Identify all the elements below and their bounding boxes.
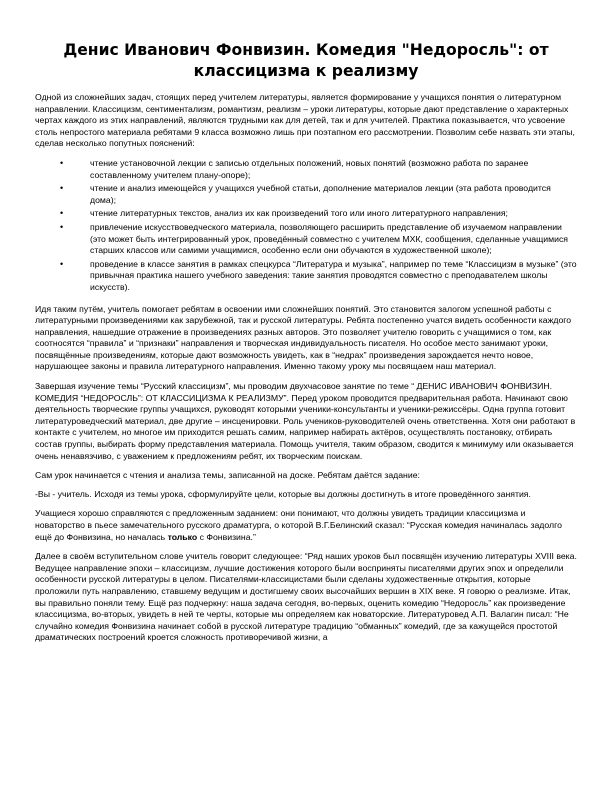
intro-paragraph: Одной из сложнейших задач, стоящих перед учителем литературы, является формирование у учащихся понятия о литературном направлении. Классицизм, сентиментализм, романтизм, реализм – уроки литературы, которые дают представление о характерных чертах каждого из этих направлений, являются трудными как для детей, так и для учителей. Практика показывается, что усвоение столь непростого материала ребятами 9 класса возможно лишь при поэтапном его рассмотрении. Позволим себе назвать эти этапы, сделав несколько попутных пояснений: <box>35 92 575 149</box>
list-item: • привлечение искусствоведческого материала, позволяющего расширить представление об изучаемом направлении (это может быть интегрированный урок, проведённый совместно с учителем МХК, сообщения, сделанные учащимися старших классов или самими учащимися, особенно если они обучаются в художественной школе); <box>80 222 577 257</box>
list-item: • чтение и анализ имеющейся у учащихся учебной статьи, дополнение материалов лекции (эта работа проводится дома); <box>80 183 577 206</box>
quote-emphasis: только <box>167 531 198 542</box>
paragraph-belinsky-quote <box>35 508 577 543</box>
quote-text-start: Учащиеся хорошо справляются с предложенным заданием: они понимают, что должны увидеть традиции классицизма и новаторство в пьесе замечательного русского драматурга, о которой В.Г.Белинский сказал: “Русская комедия начиналась задолго ещё до Фонвизина, но началась <box>35 508 562 542</box>
paragraph-teacher-intro: Далее в своём вступительном слове учитель говорит следующее: “Ряд наших уроков был посвящён изучению литературы XVIII века. Ведущее направление эпохи – классицизм, лучшие достижения которого были восприняты писателями других эпох и определили особенности русской литературы в целом. Писателями-классицистами были сделаны художественные открытия, которые проложили путь направлению, ставшему ведущим и достигшему своих высочайших вершин в XIX веке. Я говорю о реализме. Итак, вы правильно поняли тему. Ещё раз подчеркну: наша задача сегодня, во-первых, оценить комедию “Недоросль” как произведение классицизма, во-вторых, увидеть в ней те черты, которые мы определяем как новаторские. Литературовед А.П. Валагин писал: “Не случайно комедия Фонвизина начинает собой в русской литературе традицию “обманных” комедий, где за кажущейся простотой драматических построений кроется сложность противоречивой жизни, а <box>35 551 577 643</box>
stages-list <box>35 158 577 294</box>
paragraph-preparation: Завершая изучение темы “Русский классицизм”, мы проводим двухчасовое занятие по теме “ ДЕНИС ИВАНОВИЧ ФОНВИЗИН. КОМЕДИЯ “НЕДОРОСЛЬ”: ОТ КЛАССИЦИЗМА К РЕАЛИЗМУ”. Перед уроком проводится предварительная работа. Начинают свою деятельность творческие группы учащихся, руководят которыми ученики-консультанты и ученики-режиссёры. Одна группа готовит литературоведческий материал, две другие – инсценировки. Роль учеников-руководителей очень ответственна. Хотя они работают в контакте с учителем, но многое им приходится решать самим, например набирать актёров, осуществлять постановку, отбирать состав группы, выбирать форму представления материала. Помощь учителя, таким образом, сводится к минимуму или оказывается очень ненавязчиво, с уважением к предложениям ребят, их творческим поискам. <box>35 381 576 461</box>
list-item: • чтение установочной лекции с записью отдельных положений, новых понятий (возможно работа по заранее составленному учителем плану-опоре); <box>80 158 577 181</box>
paragraph-task: -Вы - учитель. Исходя из темы урока, сформулируйте цели, которые вы должны достигнуть в итоге проведённого занятия. <box>35 488 531 499</box>
paragraph-lesson-start: Сам урок начинается с чтения и анализа темы, записанной на доске. Ребятам даётся задание: <box>35 470 420 481</box>
list-item: • чтение литературных текстов, анализ их как произведений того или иного литературного направления; <box>80 208 577 220</box>
list-item: • проведение в классе занятия в рамках спецкурса “Литература и музыка”, например по теме “Классицизм в музыке” (это привычная практика нашего учебного заведения: такие занятия проводятся совместно с преподавателем школы искусств). <box>80 259 577 294</box>
paragraph-approach: Идя таким путём, учитель помогает ребятам в освоении ими сложнейших понятий. Это становится залогом успешной работы с литературными произведениями как зарубежной, так и русской литературы. Ребята постепенно учатся видеть особенности каждого направления, нашедшие отражение в произведениях разных авторов. Это позволяет учителю говорить с учащимися о том, как соотносятся “правила” и “признаки” направления и творческая индивидуальность писателя. Но особое место занимают уроки, посвящённые произведениям, которые дают возможность увидеть, как в “недрах” произведения зарождается нечто новое, нарушающее законы и правила литературного направления. Именно такому уроку мы посвящаем наш материал. <box>35 303 572 372</box>
quote-text-end: с Фонвизина.” <box>197 531 256 542</box>
page-title: Денис Иванович Фонвизин. Комедия "Недоросль": от классицизма к реализму <box>63 41 549 80</box>
